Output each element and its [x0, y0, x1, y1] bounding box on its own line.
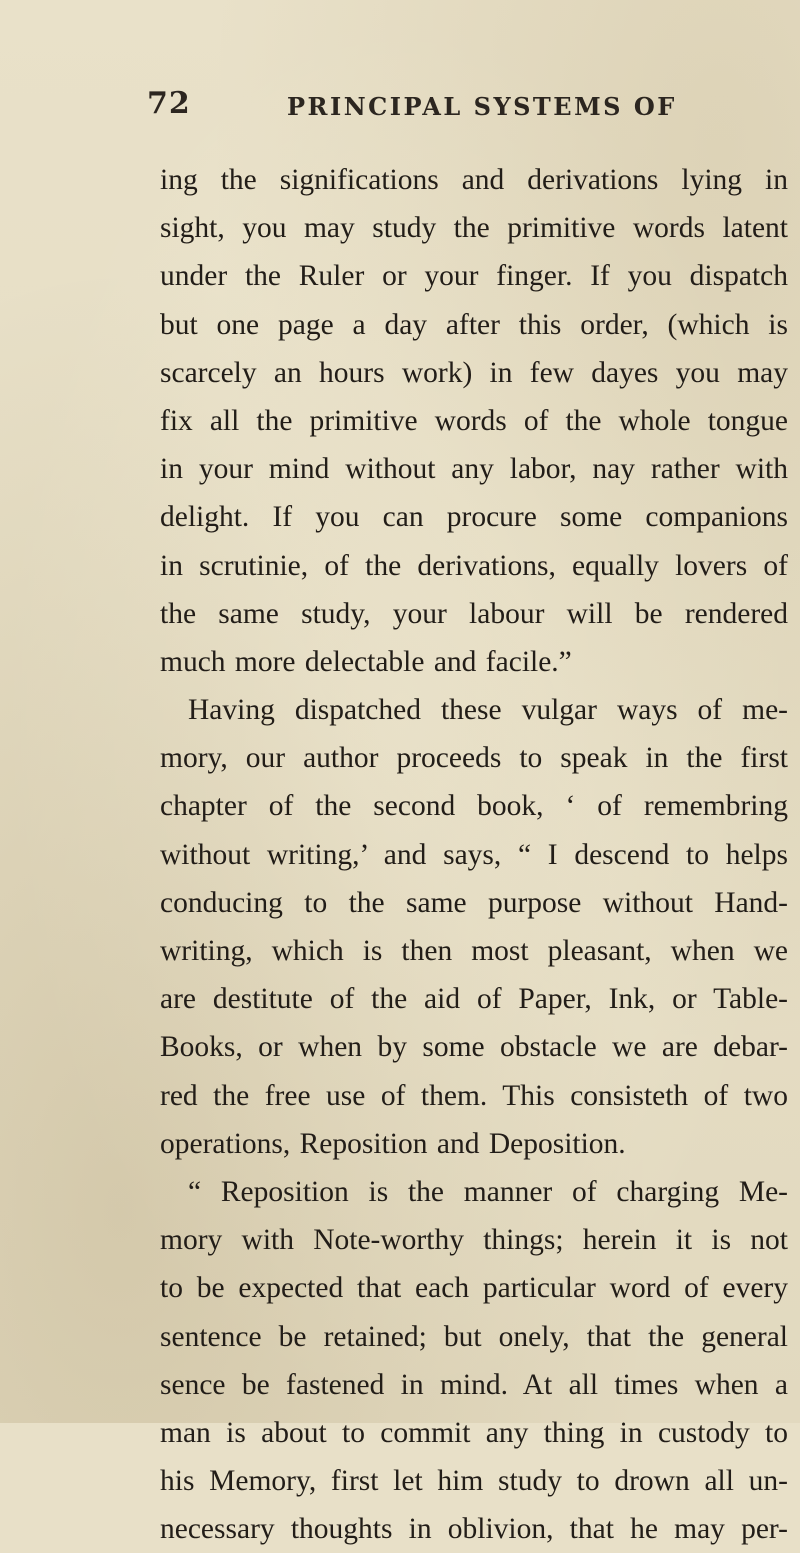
text-line: conducing to the same purpose without Hand-	[160, 886, 788, 919]
text-line: sight, you may study the primitive words latent	[160, 212, 788, 245]
body-text	[160, 156, 788, 1553]
text-line: his Memory, first let him study to drown all un-	[160, 1465, 788, 1498]
text-line: in your mind without any labor, nay rather with	[160, 453, 788, 486]
text-line: under the Ruler or your finger. If you dispatch	[160, 260, 788, 293]
running-head: PRINCIPAL SYSTEMS OF	[287, 92, 677, 121]
page-header	[147, 86, 767, 134]
text-line: delight. If you can procure some companions	[160, 501, 788, 534]
page-number: 72	[147, 86, 191, 121]
text-line: man is about to commit any thing in custody to	[160, 1416, 788, 1449]
text-line: red the free use of them. This consisteth of two	[160, 1079, 788, 1112]
text-line: ing the significations and derivations lying in	[160, 164, 788, 196]
text-line: sence be fastened in mind. At all times when a	[160, 1368, 788, 1401]
text-line: “ Reposition is the manner of charging Me-	[188, 1175, 788, 1208]
text-line: writing, which is then most pleasant, when we	[160, 935, 788, 967]
text-line: necessary thoughts in oblivion, that he may per-	[160, 1513, 788, 1546]
text-line: are destitute of the aid of Paper, Ink, or Table-	[160, 983, 788, 1016]
text-line: in scrutinie, of the derivations, equally lovers of	[160, 549, 788, 582]
text-line: fix all the primitive words of the whole tongue	[160, 404, 788, 437]
text-line: Having dispatched these vulgar ways of me-	[188, 694, 788, 727]
text-line: chapter of the second book, ‘ of remembring	[160, 790, 788, 823]
text-line: operations, Reposition and Deposition.	[160, 1127, 626, 1160]
text-line: sentence be retained; but onely, that the general	[160, 1320, 788, 1353]
text-line: much more delectable and facile.”	[160, 645, 572, 678]
text-line: but one page a day after this order, (which is	[160, 308, 788, 341]
text-line: Books, or when by some obstacle we are debar-	[160, 1031, 788, 1064]
text-line: the same study, your labour will be rendered	[160, 597, 788, 630]
text-line: scarcely an hours work) in few dayes you may	[160, 356, 788, 389]
text-line: mory with Note-worthy things; herein it is not	[160, 1224, 788, 1257]
text-line: without writing,’ and says, “ I descend to helps	[160, 838, 788, 871]
text-line: to be expected that each particular word of every	[160, 1272, 788, 1305]
text-line: mory, our author proceeds to speak in the first	[160, 742, 788, 775]
